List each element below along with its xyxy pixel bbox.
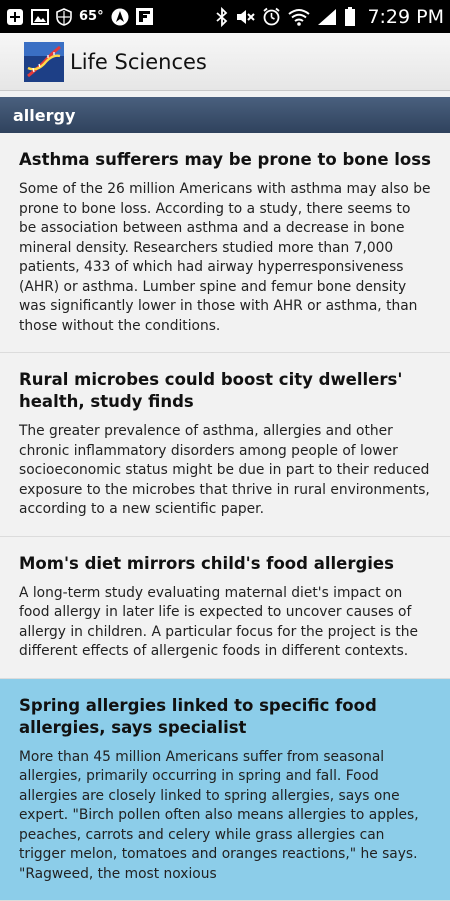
image-icon — [31, 9, 49, 25]
clock-time: 7:29 PM — [367, 6, 444, 28]
article-title: Rural microbes could boost city dwellers' health, study finds — [19, 369, 432, 413]
alarm-icon — [262, 7, 281, 26]
article-list-item-selected[interactable] — [0, 679, 450, 901]
article-summary: A long-term study evaluating maternal diet's impact on food allergy in later life is expected to uncover causes of allergy in children. A particular focus for the project is the different effects of allergenic foods in different contexts. — [19, 584, 432, 662]
signal-icon — [317, 8, 337, 26]
article-list-item[interactable] — [0, 133, 450, 353]
article-title: Spring allergies linked to specific food allergies, says specialist — [19, 695, 432, 739]
article-title: Asthma sufferers may be prone to bone loss — [19, 149, 432, 171]
status-bar — [0, 0, 450, 33]
category-header: allergy — [0, 97, 450, 133]
article-summary: More than 45 million Americans suffer from seasonal allergies, primarily occurring in spring and fall. Food allergies are closely linked to spring allergies, says one expert. "Birch pollen often also means allergies to apples, peaches, carrots and celery while grass allergies can trigger melon, tomatoes and oranges reactions," he says. "Ragweed, the most noxious — [19, 748, 432, 885]
temperature-text: 65° — [79, 9, 104, 24]
add-icon — [6, 8, 24, 26]
shield-icon — [56, 8, 72, 26]
article-summary: Some of the 26 million Americans with asthma may also be prone to bone loss. According to a study, there seems to be association between asthma and a decrease in bone mineral density. Researchers studied more than 7,000 patients, 433 of which had airway hyperresponsiveness (AHR) or asthma. Lumber spine and femur bone density was significantly lower in those with AHR or asthma, than those without the conditions. — [19, 180, 432, 336]
article-title: Mom's diet mirrors child's food allergies — [19, 553, 432, 575]
bluetooth-icon — [216, 7, 228, 27]
dna-logo-icon[interactable] — [24, 42, 64, 82]
action-bar — [0, 33, 450, 91]
mute-icon — [235, 8, 255, 26]
article-list — [0, 133, 450, 800]
article-list-item[interactable] — [0, 353, 450, 537]
wifi-icon — [288, 8, 310, 26]
article-summary: The greater prevalence of asthma, allergies and other chronic inflammatory disorders among people of lower socioeconomic status might be due in part to their reduced exposure to the microbes that thrive in rural environments, according to a new scientific paper. — [19, 422, 432, 520]
battery-icon — [344, 7, 356, 27]
flipboard-icon — [136, 8, 153, 25]
navigation-icon — [111, 8, 129, 26]
app-title: Life Sciences — [70, 50, 207, 74]
article-list-item[interactable] — [0, 537, 450, 679]
